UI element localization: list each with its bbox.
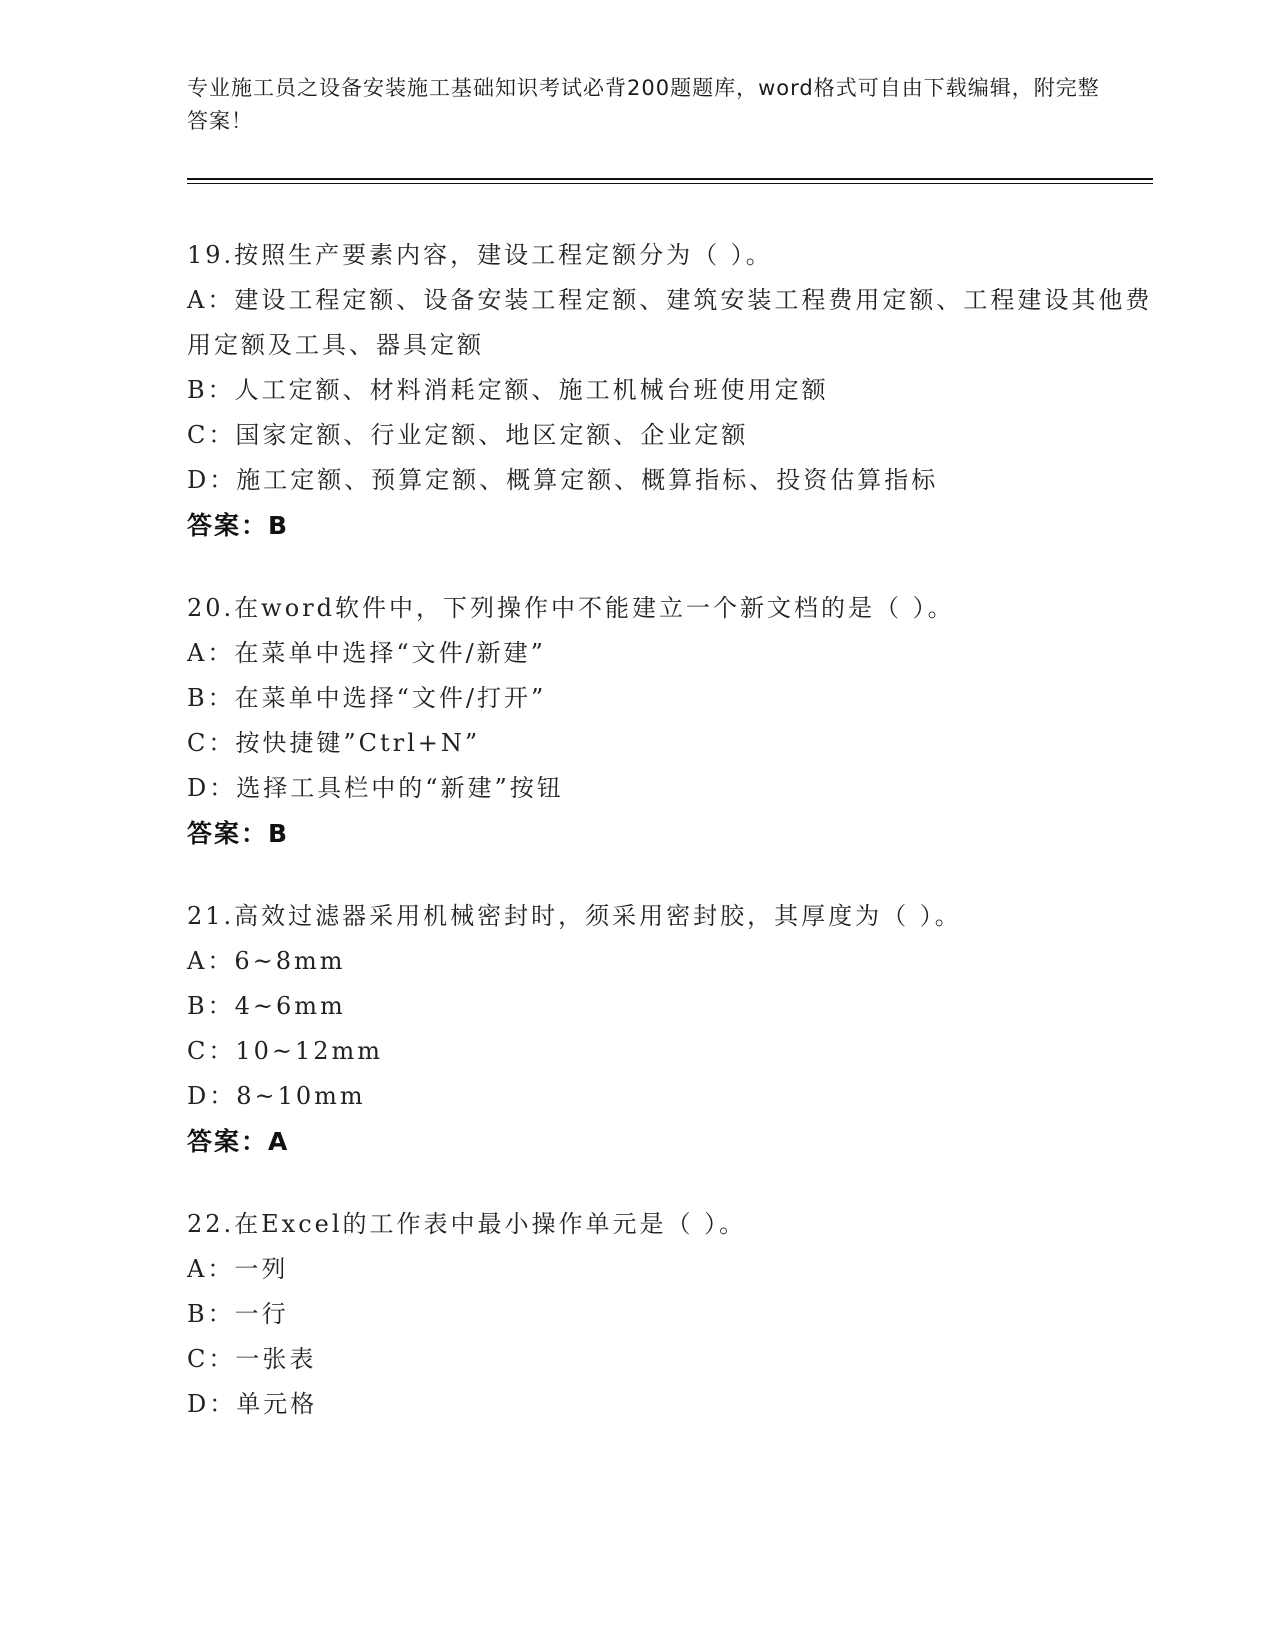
answer-label: 答案：A xyxy=(187,1127,290,1156)
question-19 xyxy=(187,233,1153,548)
option-a: A：6~8mm xyxy=(187,947,346,975)
option-d: D：单元格 xyxy=(187,1390,318,1418)
question-list xyxy=(187,233,1153,1465)
option-a: A：一列 xyxy=(187,1255,289,1283)
question-stem: 20.在word软件中，下列操作中不能建立一个新文档的是（ ）。 xyxy=(187,594,955,622)
option-d: D：选择工具栏中的“新建”按钮 xyxy=(187,774,564,802)
option-b: B：人工定额、材料消耗定额、施工机械台班使用定额 xyxy=(187,376,829,404)
option-c: C：按快捷键”Ctrl+N” xyxy=(187,729,481,757)
question-20 xyxy=(187,586,1153,856)
option-c: C：国家定额、行业定额、地区定额、企业定额 xyxy=(187,421,749,449)
option-a: A：建设工程定额、设备安装工程定额、建筑安装工程费用定额、工程建设其他费用定额及工具、器具定额 xyxy=(187,286,1153,359)
question-stem: 22.在Excel的工作表中最小操作单元是（ ）。 xyxy=(187,1210,747,1238)
answer-label: 答案：B xyxy=(187,511,290,540)
header-divider xyxy=(187,178,1153,180)
option-b: B：4~6mm xyxy=(187,992,346,1020)
option-c: C：10~12mm xyxy=(187,1037,384,1065)
option-c: C：一张表 xyxy=(187,1345,317,1373)
question-22 xyxy=(187,1202,1153,1427)
option-b: B：在菜单中选择“文件/打开” xyxy=(187,684,547,712)
header-divider-thin xyxy=(187,183,1153,184)
question-stem: 19.按照生产要素内容，建设工程定额分为（ ）。 xyxy=(187,241,773,269)
document-header: 专业施工员之设备安装施工基础知识考试必背200题题库，word格式可自由下载编辑，附完整答案！ xyxy=(187,76,1100,133)
question-21 xyxy=(187,894,1153,1164)
option-d: D：8~10mm xyxy=(187,1082,366,1110)
answer-label: 答案：B xyxy=(187,819,290,848)
question-stem: 21.高效过滤器采用机械密封时，须采用密封胶，其厚度为（ ）。 xyxy=(187,902,962,930)
option-b: B：一行 xyxy=(187,1300,289,1328)
option-a: A：在菜单中选择“文件/新建” xyxy=(187,639,546,667)
option-d: D：施工定额、预算定额、概算定额、概算指标、投资估算指标 xyxy=(187,466,939,494)
